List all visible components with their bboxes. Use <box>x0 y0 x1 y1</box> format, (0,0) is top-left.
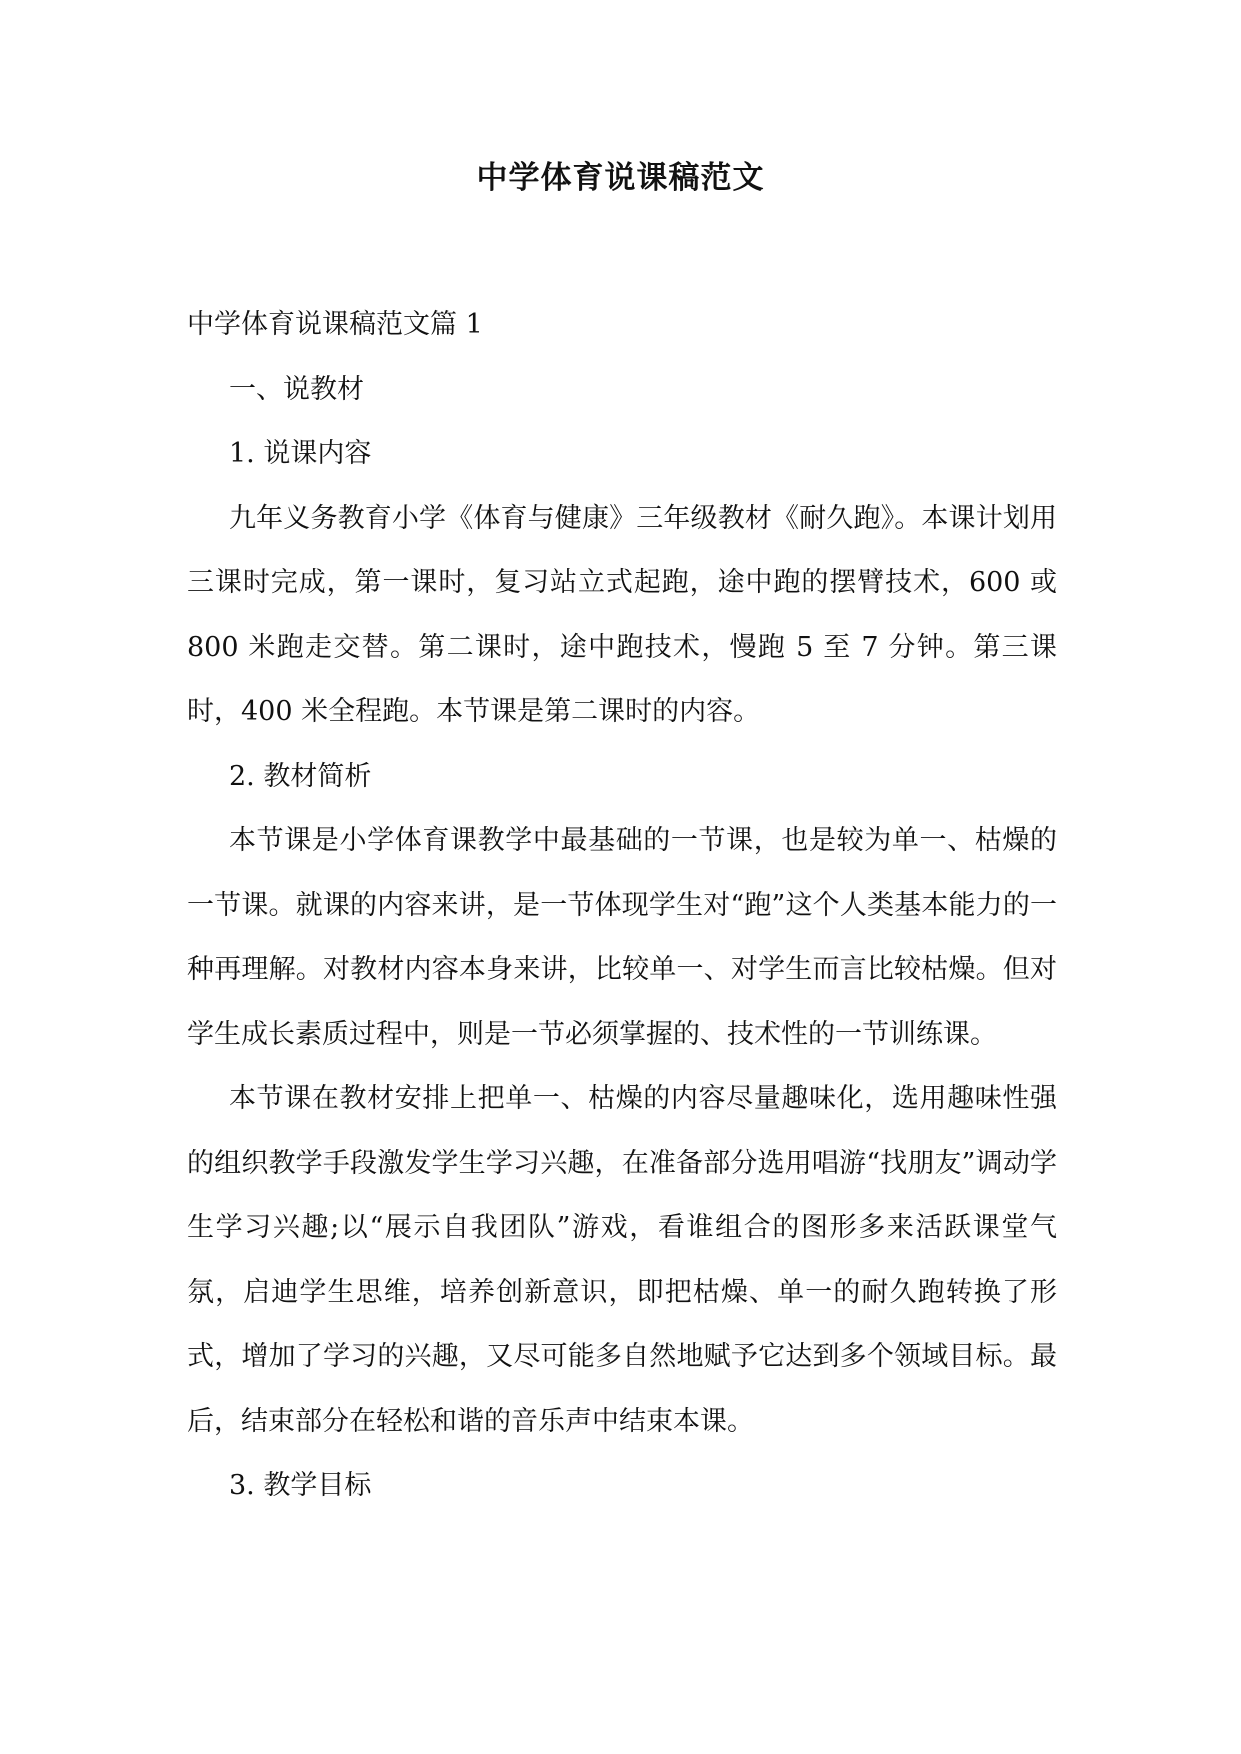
section-heading: 中学体育说课稿范文篇 1 <box>187 309 483 340</box>
chapter-heading: 一、说教材 <box>229 373 364 405</box>
subsection-heading: 3. 教学目标 <box>229 1470 372 1501</box>
document-title: 中学体育说课稿范文 <box>476 160 765 196</box>
document-body <box>187 293 1057 1519</box>
body-paragraph: 本节课是小学体育课教学中最基础的一节课，也是较为单一、枯燥的一节课。就课的内容来讲，是一节体现学生对“跑”这个人类基本能力的一种再理解。对教材内容本身来讲，比较单一、对学生而言比较枯燥。但对学生成长素质过程中，则是一节必须掌握的、技术性的一节训练课。 <box>187 825 1057 1050</box>
body-paragraph: 本节课在教材安排上把单一、枯燥的内容尽量趣味化，选用趣味性强的组织教学手段激发学生学习兴趣，在准备部分选用唱游“找朋友”调动学生学习兴趣;以“展示自我团队”游戏，看谁组合的图形多来活跃课堂气氛，启迪学生思维，培养创新意识，即把枯燥、单一的耐久跑转换了形式，增加了学习的兴趣，又尽可能多自然地赋予它达到多个领域目标。最后，结束部分在轻松和谐的音乐声中结束本课。 <box>187 1083 1057 1437</box>
body-paragraph: 九年义务教育小学《体育与健康》三年级教材《耐久跑》。本课计划用三课时完成，第一课时，复习站立式起跑，途中跑的摆臂技术，600 或 800 米跑走交替。第二课时，途中跑技术，慢跑 5 至 7 分钟。第三课时，400 米全程跑。本节课是第二课时的内容。 <box>187 502 1057 727</box>
subsection-heading: 2. 教材简析 <box>229 760 372 792</box>
subsection-heading: 1. 说课内容 <box>229 438 372 469</box>
